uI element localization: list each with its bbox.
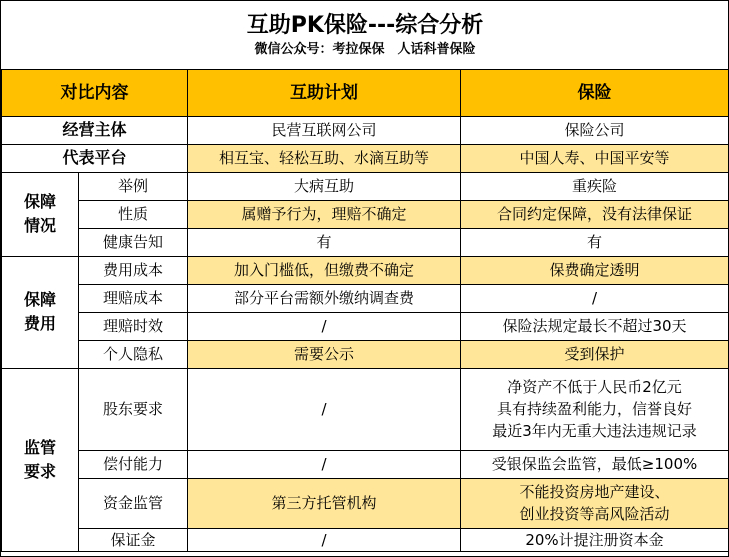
mutual-funds: 第三方托管机构 [188, 478, 461, 528]
label-claim-time: 理赔时效 [79, 312, 188, 340]
title-cell [2, 1, 729, 69]
row-solvency [2, 450, 729, 478]
group-coverage-label [2, 172, 79, 256]
mutual-nature: 属赠予行为，理赔不确定 [188, 200, 461, 228]
insurance-health: 有 [461, 228, 729, 256]
insurance-claim-cost: / [461, 284, 729, 312]
row-funds [2, 478, 729, 528]
funds-req-1: 不能投资房地产建设、 [519, 483, 670, 501]
label-health: 健康告知 [79, 228, 188, 256]
row-fee [2, 256, 729, 284]
label-privacy: 个人隐私 [79, 340, 188, 368]
funds-req-2: 创业投资等高风险活动 [519, 505, 670, 523]
label-operator: 经营主体 [2, 116, 188, 144]
mutual-claim-cost: 部分平台需额外缴纳调查费 [188, 284, 461, 312]
page-subtitle: 微信公众号：考拉保保 人话科普保险 [254, 41, 476, 57]
label-nature: 性质 [79, 200, 188, 228]
insurance-claim-time: 保险法规定最长不超过30天 [461, 312, 729, 340]
row-platform [2, 144, 729, 172]
group-supervision-line1: 监管 [23, 437, 56, 457]
insurance-deposit: 20%计提注册资本金 [461, 528, 729, 551]
mutual-operator: 民营互联网公司 [188, 116, 461, 144]
row-privacy [2, 340, 729, 368]
group-supervision-line2: 要求 [23, 461, 56, 481]
label-fee: 费用成本 [79, 256, 188, 284]
mutual-deposit: / [188, 528, 461, 551]
row-example [2, 172, 729, 200]
label-solvency: 偿付能力 [79, 450, 188, 478]
title-row [2, 1, 729, 69]
mutual-privacy: 需要公示 [188, 340, 461, 368]
page-title: 互助PK保险---综合分析 [246, 12, 484, 38]
row-deposit [2, 528, 729, 551]
mutual-health: 有 [188, 228, 461, 256]
row-claim-cost [2, 284, 729, 312]
group-cost-label [2, 256, 79, 368]
insurance-solvency: 受银保监会监管，最低≥100% [461, 450, 729, 478]
shareholder-req-1: 净资产不低于人民币2亿元 [507, 378, 682, 396]
mutual-fee: 加入门槛低，但缴费不确定 [188, 256, 461, 284]
label-example: 举例 [79, 172, 188, 200]
label-deposit: 保证金 [79, 528, 188, 551]
row-operator [2, 116, 729, 144]
label-shareholder: 股东要求 [79, 368, 188, 450]
mutual-shareholder: / [188, 368, 461, 450]
header-insurance: 保险 [461, 69, 729, 116]
insurance-example: 重疾险 [461, 172, 729, 200]
insurance-funds [461, 478, 729, 528]
header-compare: 对比内容 [2, 69, 188, 116]
group-supervision-label [2, 368, 79, 551]
row-health [2, 228, 729, 256]
insurance-operator: 保险公司 [461, 116, 729, 144]
group-coverage-line1: 保障 [23, 192, 56, 211]
mutual-example: 大病互助 [188, 172, 461, 200]
group-cost-line1: 保障 [23, 290, 56, 309]
header-row [2, 69, 729, 116]
insurance-nature: 合同约定保障，没有法律保证 [461, 200, 729, 228]
insurance-shareholder [461, 368, 729, 450]
row-claim-time [2, 312, 729, 340]
mutual-claim-time: / [188, 312, 461, 340]
mutual-platform: 相互宝、轻松互助、水滴互助等 [188, 144, 461, 172]
insurance-privacy: 受到保护 [461, 340, 729, 368]
label-claim-cost: 理赔成本 [79, 284, 188, 312]
group-cost-line2: 费用 [23, 314, 56, 333]
insurance-fee: 保费确定透明 [461, 256, 729, 284]
label-platform: 代表平台 [2, 144, 188, 172]
label-funds: 资金监管 [79, 478, 188, 528]
group-coverage-line2: 情况 [23, 216, 56, 235]
insurance-platform: 中国人寿、中国平安等 [461, 144, 729, 172]
header-mutual: 互助计划 [188, 69, 461, 116]
row-nature [2, 200, 729, 228]
shareholder-req-3: 最近3年内无重大违法违规记录 [492, 422, 697, 440]
row-shareholder [2, 368, 729, 450]
shareholder-req-2: 具有持续盈利能力，信誉良好 [497, 400, 693, 418]
mutual-solvency: / [188, 450, 461, 478]
comparison-table [1, 1, 729, 552]
